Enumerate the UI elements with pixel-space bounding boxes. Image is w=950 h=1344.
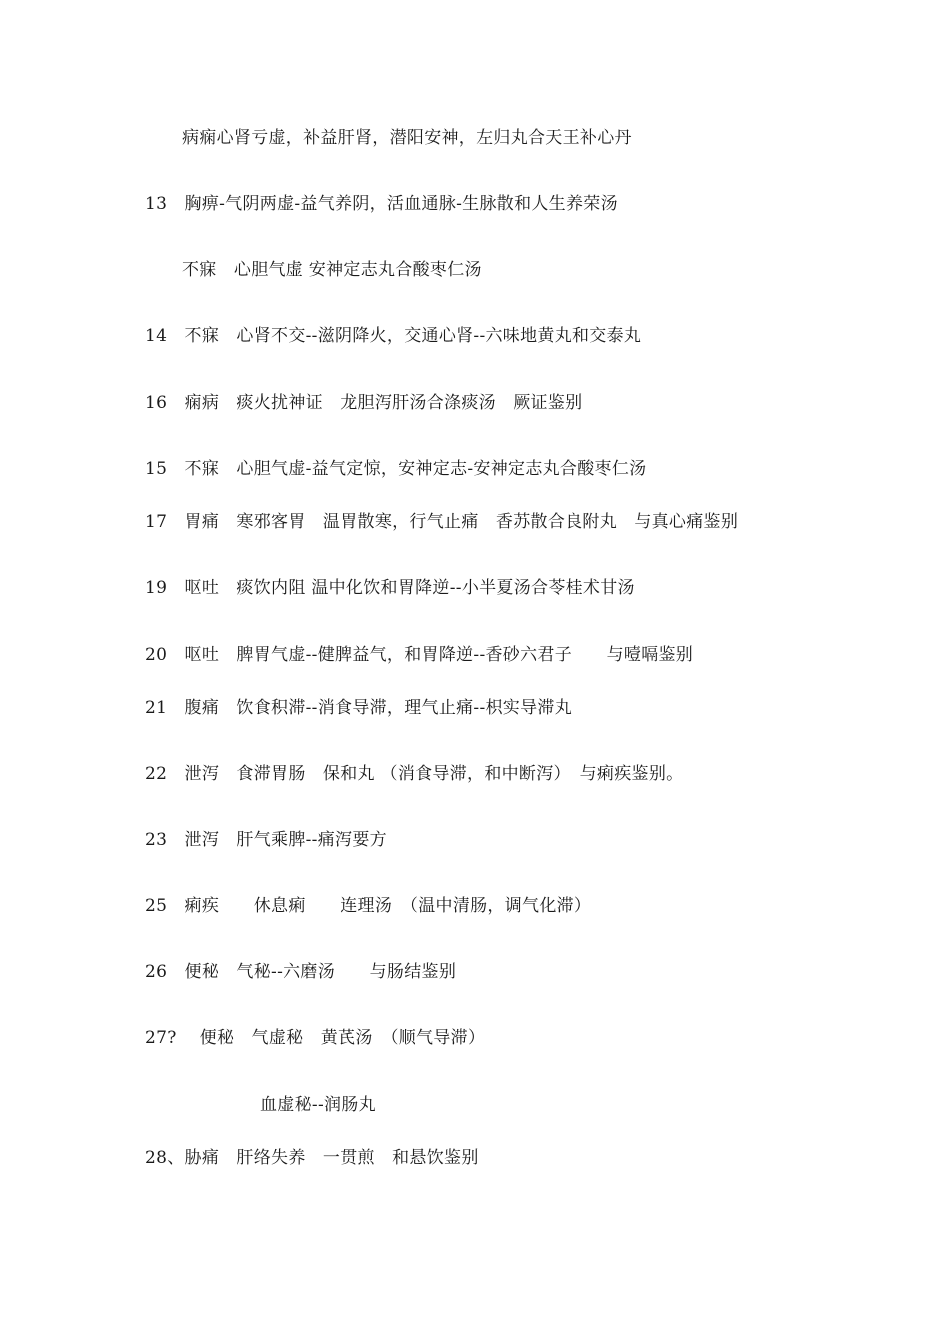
- text-line: 16 痫病 痰火扰神证 龙胆泻肝汤合涤痰汤 厥证鉴别: [145, 393, 583, 413]
- text-line: 23 泄泻 肝气乘脾--痛泻要方: [145, 830, 387, 850]
- text-line: 血虚秘--润肠丸: [260, 1095, 376, 1115]
- text-line: 15 不寐 心胆气虚-益气定惊，安神定志-安神定志丸合酸枣仁汤: [145, 459, 647, 479]
- text-line: 28、胁痛 肝络失养 一贯煎 和悬饮鉴别: [145, 1148, 479, 1168]
- text-line: 20 呕吐 脾胃气虚--健脾益气，和胃降逆--香砂六君子 与噎嗝鉴别: [145, 645, 694, 665]
- text-line: 21 腹痛 饮食积滞--消食导滞，理气止痛--枳实导滞丸: [145, 698, 573, 718]
- text-line: 17 胃痛 寒邪客胃 温胃散寒，行气止痛 香苏散合良附丸 与真心痛鉴别: [145, 512, 739, 532]
- text-line: 不寐 心胆气虚 安神定志丸合酸枣仁汤: [182, 260, 482, 280]
- text-line: 病痫心肾亏虚，补益肝肾，潜阳安神，左归丸合天王补心丹: [182, 128, 632, 148]
- text-line: 27? 便秘 气虚秘 黄芪汤 （顺气导滞）: [145, 1028, 486, 1048]
- text-line: 19 呕吐 痰饮内阻 温中化饮和胃降逆--小半夏汤合苓桂术甘汤: [145, 578, 635, 598]
- text-line: 13 胸痹-气阴两虚-益气养阴，活血通脉-生脉散和人生养荣汤: [145, 194, 618, 214]
- text-line: 26 便秘 气秘--六磨汤 与肠结鉴别: [145, 962, 457, 982]
- text-line: 14 不寐 心肾不交--滋阴降火，交通心肾--六味地黄丸和交泰丸: [145, 326, 642, 346]
- text-line: 25 痢疾 休息痢 连理汤 （温中清肠，调气化滞）: [145, 896, 592, 916]
- text-line: 22 泄泻 食滞胃肠 保和丸 （消食导滞，和中断泻） 与痢疾鉴别。: [145, 764, 684, 784]
